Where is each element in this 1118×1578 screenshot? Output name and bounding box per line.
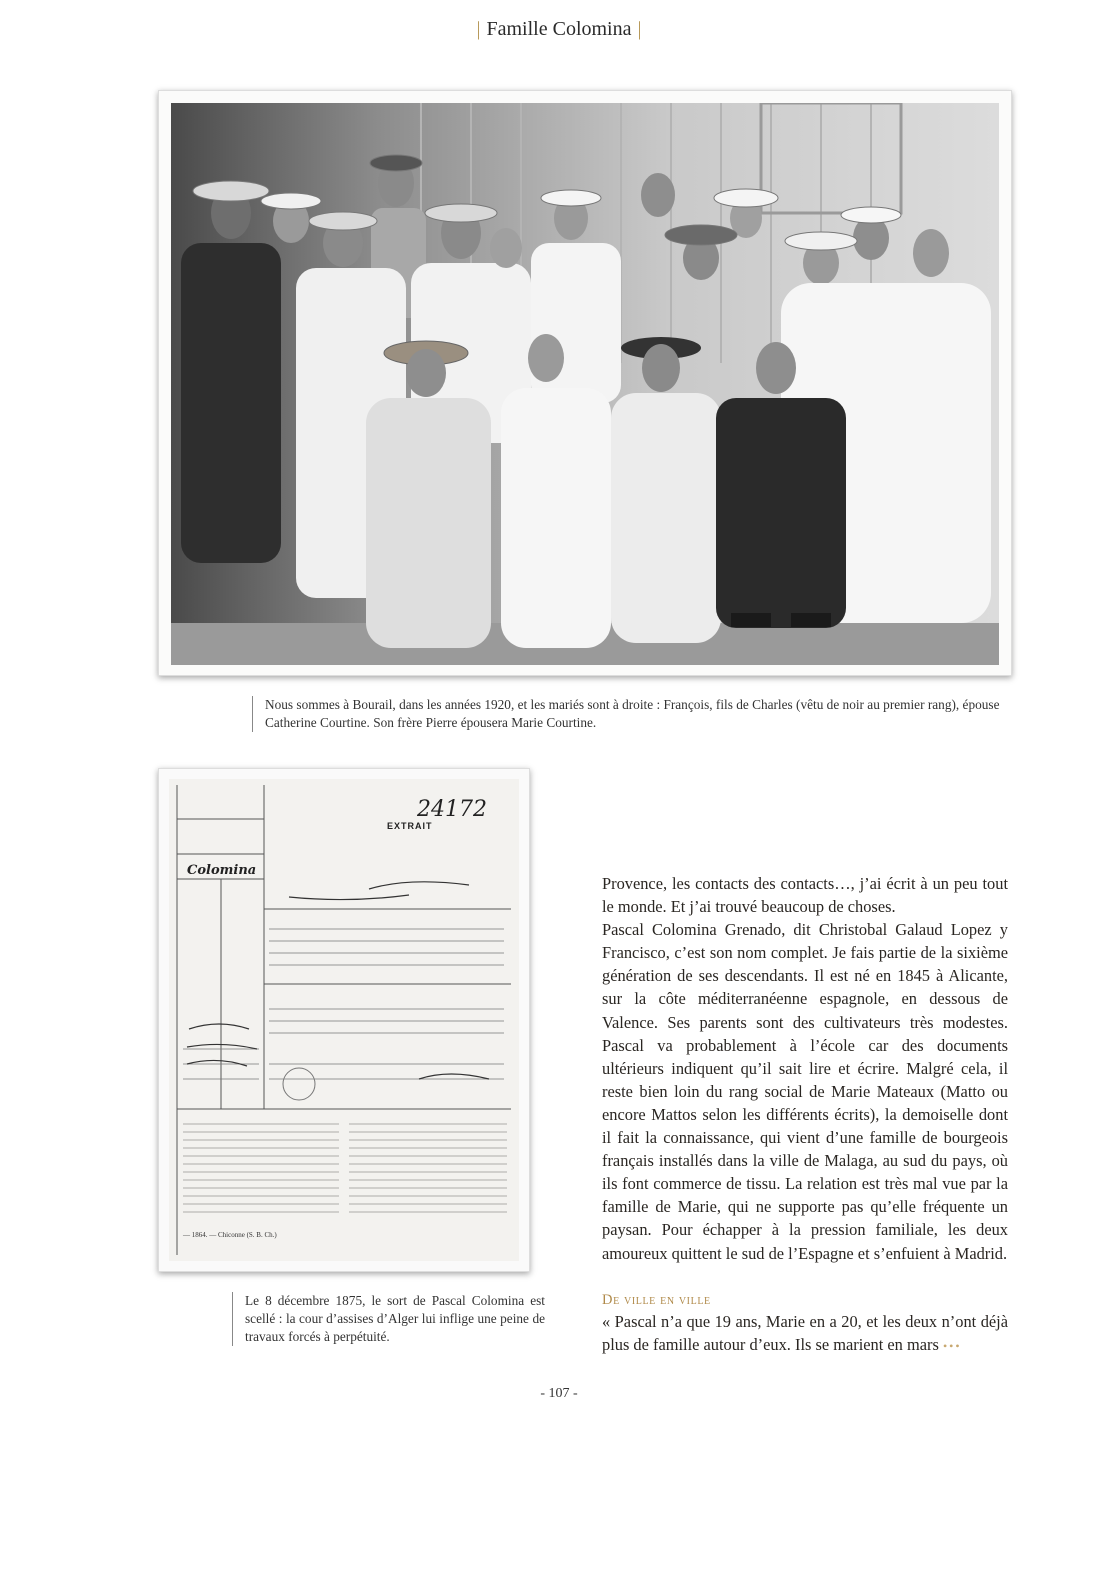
document-name: Colomina (187, 863, 257, 878)
photo-caption: Nous sommes à Bourail, dans les années 1920, et les mariés sont à droite : François, fils de Charles (vêtu de noir au premier rang), épouse Catherine Courtine. Son frère Pierre épousera Marie Courtine. (252, 696, 1005, 732)
running-head (0, 18, 1118, 41)
page-number: - 107 - (540, 1386, 578, 1401)
article-body-continued (602, 1310, 1008, 1358)
group-photo-frame (158, 90, 1012, 676)
head-bar-right: | (637, 18, 642, 40)
document-scan-frame (158, 768, 530, 1272)
continue-mark: ••• (942, 1339, 962, 1354)
document-caption: Le 8 décembre 1875, le sort de Pascal Colomina est scellé : la cour d’assises d’Alger lui inflige une peine de travaux forcés à perpétuité. (232, 1292, 545, 1346)
document-heading: EXTRAIT (387, 821, 433, 831)
article-body (602, 872, 1008, 1265)
article-paragraph-3 (602, 1310, 1008, 1358)
document-scan (169, 779, 519, 1261)
document-number: 24172 (417, 797, 487, 822)
document-scan-image (169, 779, 519, 1261)
section-title: De ville en ville (602, 1292, 711, 1308)
group-photo-image (171, 103, 999, 665)
running-title: Famille Colomina (486, 18, 632, 40)
article-paragraph-1: Provence, les contacts des contacts…, j’ai écrit à un peu tout le monde. Et j’ai trouvé beaucoup de choses. (602, 874, 1008, 917)
group-photo (171, 103, 999, 665)
document-footer: — 1864. — Chiconne (S. B. Ch.) (183, 1231, 277, 1239)
article-paragraph-2: Pascal Colomina Grenado, dit Christobal Galaud Lopez y Francisco, c’est son nom complet. Je fais partie de la sixième génération de ses descendants. Il est né en 1845 à Alicante, sur la côte méditerranéenne espagnole, en dessous de Valence. Ses parents sont des cultivateurs très modestes. Pascal va probablement à l’école car des documents ultérieurs indiquent qu’il sait lire et écrire. Malgré cela, il reste bien loin du rang social de Marie Mateaux (Matto ou encore Mattos selon les différents écrits), la demoiselle dont il fait la connaissance, qui vient d’une famille de bourgeois français installés dans la ville de Malaga, au sud du pays, où ils font commerce de tissu. La relation est très mal vue par la famille de Marie, qui ne supporte pas qu’elle fréquente un paysan. Pour échapper à la pression familiale, les deux amoureux quittent le sud de l’Espagne et s’enfuient à Madrid. (602, 920, 1008, 1263)
head-bar-left: | (476, 18, 481, 40)
article-paragraph-3-text: « Pascal n’a que 19 ans, Marie en a 20, et les deux n’ont déjà plus de famille autour d’eux. Ils se marient en mars (602, 1312, 1008, 1355)
